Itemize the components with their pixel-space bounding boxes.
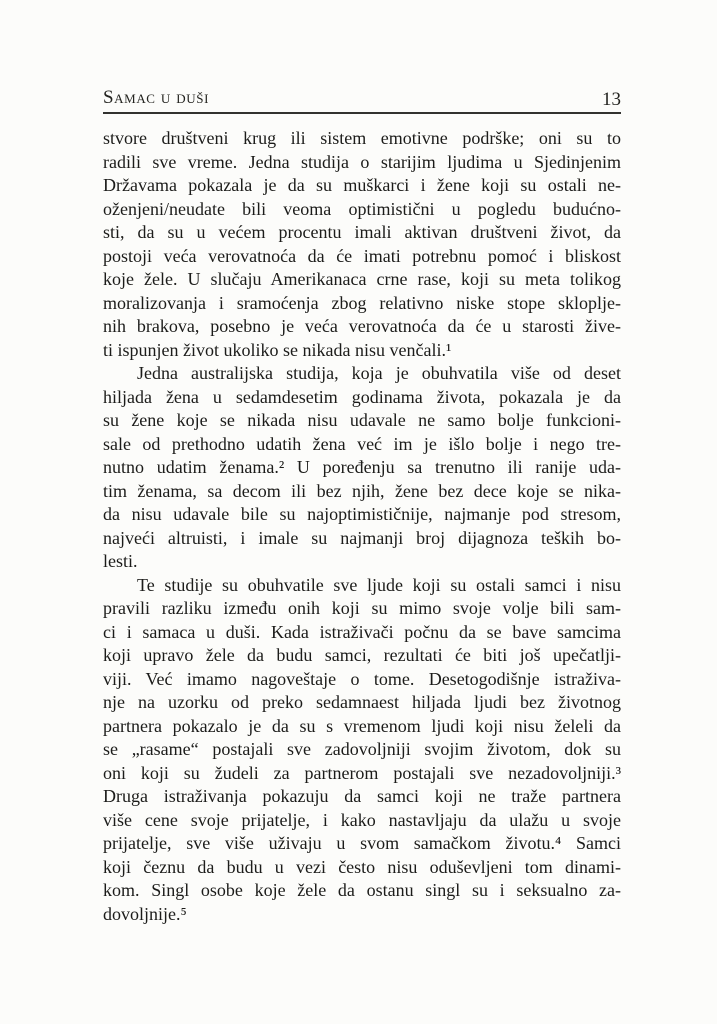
text-line: Jedna australijska studija, koja je obuhvatila više od deset [137,363,621,383]
text-line: ti ispunjen život ukoliko se nikada nisu venčali.¹ [103,339,452,360]
text-line: viji. Već imamo nagoveštaje o tome. Desetogodišnje istraživa- [103,668,621,689]
running-header [103,87,621,114]
text-line: oni koji su žudeli za partnerom postajali sve nezadovoljniji.³ [103,762,621,783]
text-line: moralizovanja i sramoćenja zbog relativno niske stope skloplje- [103,292,621,313]
text-line: da nisu udavale bile su najoptimističnije, najmanje pod stresom, [103,504,621,524]
text-line: prijatelje, sve više uživaju u svom samačkom životu.⁴ Samci [103,833,621,853]
text-line: ci i samaca u duši. Kada istraživači počnu da se bave samcima [103,621,621,642]
text-line: su žene koje se nikada nisu udavale ne samo bolje funkcioni- [103,410,621,430]
text-line: postoji veća verovatnoća da će imati potrebnu pomoć i bliskost [103,245,621,266]
paragraph [103,574,621,927]
text-line: hiljada žena u sedamdesetim godinama života, pokazala je da [103,386,621,407]
text-line: Te studije su obuhvatile sve ljude koji su ostali samci i nisu [137,574,621,595]
text-line: više cene svoje prijatelje, i kako nastavljaju da ulažu u svoje [103,809,621,830]
text-line: stvore društveni krug ili sistem emotivne podrške; oni su to [103,128,621,148]
paragraph [103,362,621,574]
text-line: kom. Singl osobe koje žele da ostanu singl su i seksualno za- [103,880,621,900]
paragraph [103,127,621,362]
text-line: koji čeznu da budu u vezi često nisu oduševljeni tom dinami- [103,856,621,877]
text-line: koje žele. U slučaju Amerikanaca crne rase, koji su meta tolikog [103,269,621,289]
text-line: sale od prethodno udatih žena već im je išlo bolje i nego tre- [103,433,621,454]
text-line: se „rasame“ postajali sve zadovoljniji svojim životom, dok su [103,739,621,759]
text-line: dovoljnije.⁵ [103,903,187,924]
text-line: lesti. [103,551,138,571]
text-line: oženjeni/neudate bili veoma optimistični u pogledu budućno- [103,198,621,219]
text-line: sti, da su u većem procentu imali aktivan društveni život, da [103,222,621,242]
text-line: najveći altruisti, i imale su najmanji broj dijagnoza teških bo- [103,527,621,548]
text-line: partnera pokazalo je da su s vremenom ljudi koji nisu želeli da [103,715,621,736]
text-line: nutno udatim ženama.² U poređenju sa trenutno ili ranije uda- [103,457,621,477]
text-line: nih brakova, posebno je veća verovatnoća da će u starosti žive- [103,316,621,336]
text-line: pravili razliku između onih koji su mimo svoje volje bili sam- [103,598,621,618]
page-number: 13 [602,89,621,110]
text-line: tim ženama, sa decom ili bez njih, žene bez dece koje se nika- [103,480,621,501]
text-line: radili sve vreme. Jedna studija o starijim ljudima u Sjedinjenim [103,151,621,172]
text-line: nje na uzorku od preko sedamnaest hiljada ljudi bez životnog [103,692,621,712]
text-line: koji upravo žele da budu samci, rezultati će biti još upečatlji- [103,645,621,665]
running-title: Samac u duši [103,87,209,108]
text-line: Državama pokazala je da su muškarci i žene koji su ostali ne- [103,175,621,195]
text-line: Druga istraživanja pokazuju da samci koji ne traže partnera [103,786,621,806]
body-text [103,127,621,926]
